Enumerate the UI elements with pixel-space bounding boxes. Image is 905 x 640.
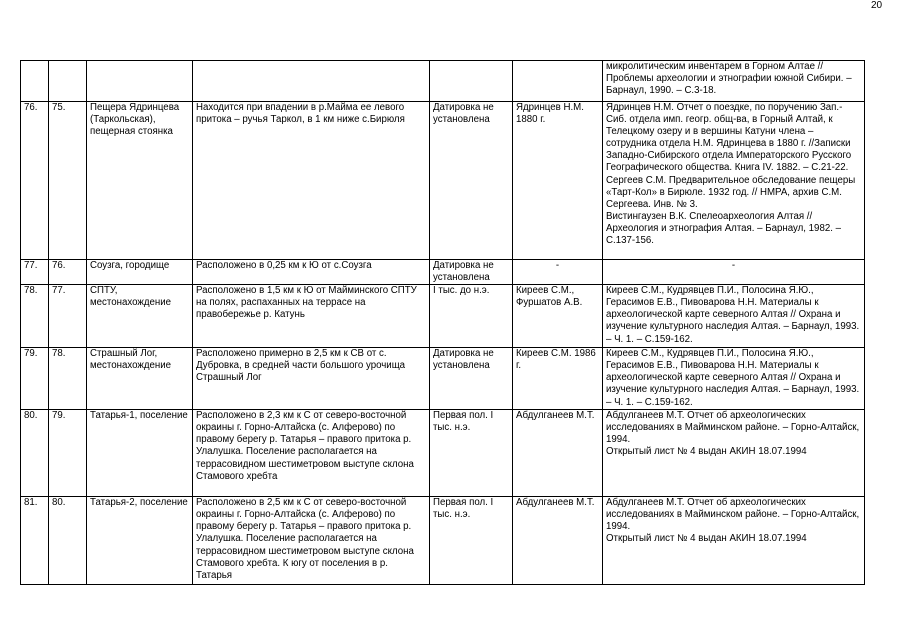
row-number-cell: 81. — [21, 497, 49, 585]
table-body — [21, 61, 865, 585]
literature-entry: Абдулганеев М.Т. Отчет об археологических исследованиях в Майминском районе. – Горно-Алтайск, 1994. — [606, 497, 860, 533]
literature-entry: Киреев С.М., Кудрявцев П.И., Полосина Я.Ю., Герасимов Е.В., Пивоварова Н.Н. Материалы к археологической карте северного Алтая // Охрана и изучение культурного наследия Алтая. – Барнаул, 1993. – Ч. 1. – С.159-162. — [606, 348, 860, 408]
row-number-cell: 78. — [21, 285, 49, 348]
location-cell: Расположено в 2,5 км к С от северо-восточной окраины г. Горно-Алтайска (с. Алферово) по правому берегу р. Татарья – правого притока р. Улалушка. Поселение располагается на террасовидном шестиметровом выступе склона Стамового хребта. К югу от поселения в р. Татарья — [193, 497, 430, 585]
row-number-cell: 77. — [21, 260, 49, 285]
page-number: 20 — [871, 0, 883, 11]
literature-entry: Вистингаузен В.К. Спелеоархеология Алтая // Археология и этнография Алтая. – Барнаул, 1982. – С.137-156. — [606, 210, 841, 247]
literature-cell — [603, 410, 865, 497]
literature-entry: - — [731, 260, 736, 271]
row-number-cell: 80. — [21, 410, 49, 497]
table-row — [21, 61, 865, 102]
row-number-secondary-cell: 75. — [49, 102, 87, 260]
dating-cell: Датировка не установлена — [430, 348, 513, 410]
site-name-cell: Татарья-2, поселение — [87, 497, 193, 585]
row-number-secondary-cell: 77. — [49, 285, 87, 348]
literature-entry: Киреев С.М., Кудрявцев П.И., Полосина Я.Ю., Герасимов Е.В., Пивоварова Н.Н. Материалы к археологической карте северного Алтая // Охрана и изучение культурного наследия Алтая. – Барнаул, 1993. – Ч. 1. – С.159-162. — [606, 285, 860, 345]
site-name-cell: Страшный Лог, местонахождение — [87, 348, 193, 410]
row-number-cell: 79. — [21, 348, 49, 410]
table-row — [21, 285, 865, 348]
location-cell: Расположено в 0,25 км к Ю от с.Соузга — [193, 260, 430, 285]
literature-cell — [603, 102, 865, 260]
literature-cell — [603, 348, 865, 410]
row-number-secondary-cell: 80. — [49, 497, 87, 585]
researcher-cell: Ядринцев Н.М. 1880 г. — [513, 102, 603, 260]
location-cell: Находится при впадении в р.Майма ее левого притока – ручья Таркол, в 1 км ниже с.Бирюля — [193, 102, 430, 260]
researcher-cell: Киреев С.М., Фуршатов А.В. — [513, 285, 603, 348]
literature-cell — [603, 285, 865, 348]
table-row — [21, 102, 865, 260]
dating-cell: Датировка не установлена — [430, 260, 513, 285]
site-name-cell: Соузга, городище — [87, 260, 193, 285]
literature-entry: Ядринцев Н.М. Отчет о поездке, по поручению Зап.-Сиб. отдела имп. геогр. общ-ва, в Горный Алтай, к Телецкому озеру и в вершины Катуни члена – сотрудника отдела Н.М. Ядринцева в 1880 г. //Записки Западно-Сибирского отдела Императорского Русского Географического общества. Книга IV. 1882. – С.21-22. — [606, 102, 852, 174]
dating-cell: Первая пол. I тыс. н.э. — [430, 410, 513, 497]
row-number-cell — [21, 61, 49, 102]
table-row — [21, 410, 865, 497]
site-name-cell: Пещера Ядринцева (Таркольская), пещерная стоянка — [87, 102, 193, 260]
row-number-secondary-cell: 76. — [49, 260, 87, 285]
researcher-cell: Абдулганеев М.Т. — [513, 410, 603, 497]
table-row — [21, 497, 865, 585]
literature-cell — [603, 497, 865, 585]
literature-entry: Открытый лист № 4 выдан АКИН 18.07.1994 — [606, 533, 807, 545]
table-row — [21, 348, 865, 410]
researcher-cell: - — [513, 260, 603, 285]
location-cell: Расположено в 1,5 км к Ю от Майминского СПТУ на полях, распаханных на террасе на правобережье р. Катунь — [193, 285, 430, 348]
location-cell: Расположено в 2,3 км к С от северо-восточной окраины г. Горно-Алтайска (с. Алферово) по правому берегу р. Татарья – правого притока р. Улалушка. Поселение располагается на террасовидном шестиметровом выступе склона Стамового хребта — [193, 410, 430, 497]
literature-entry: Абдулганеев М.Т. Отчет об археологических исследованиях в Майминском районе. – Горно-Алтайск, 1994. — [606, 410, 860, 446]
literature-entry: микролитическим инвентарем в Горном Алтае // Проблемы археологии и этнографии южной Сибири. – Барнаул, 1990. – С.3-18. — [606, 61, 852, 97]
dating-cell: Датировка не установлена — [430, 102, 513, 260]
dating-cell: I тыс. до н.э. — [430, 285, 513, 348]
site-name-cell — [87, 61, 193, 102]
site-name-cell: Татарья-1, поселение — [87, 410, 193, 497]
literature-entry: Открытый лист № 4 выдан АКИН 18.07.1994 — [606, 446, 807, 458]
dating-cell: Первая пол. I тыс. н.э. — [430, 497, 513, 585]
researcher-cell: Абдулганеев М.Т. — [513, 497, 603, 585]
location-cell: Расположено примерно в 2,5 км к СВ от с. Дубровка, в средней части большого урочища Страшный Лог — [193, 348, 430, 410]
monuments-table — [20, 60, 865, 585]
researcher-cell: Киреев С.М. 1986 г. — [513, 348, 603, 410]
literature-cell — [603, 260, 865, 285]
researcher-cell — [513, 61, 603, 102]
dating-cell — [430, 61, 513, 102]
row-number-secondary-cell: 79. — [49, 410, 87, 497]
literature-cell — [603, 61, 865, 102]
row-number-secondary-cell: 78. — [49, 348, 87, 410]
row-number-secondary-cell — [49, 61, 87, 102]
site-name-cell: СПТУ, местонахождение — [87, 285, 193, 348]
row-number-cell: 76. — [21, 102, 49, 260]
table-row — [21, 260, 865, 285]
location-cell — [193, 61, 430, 102]
literature-entry: Сергеев С.М. Предварительное обследование пещеры «Тарт-Кол» в Бирюле. 1932 год. // НМРА, архив С.М. Сергеева. Инв. № 3. — [606, 174, 856, 210]
